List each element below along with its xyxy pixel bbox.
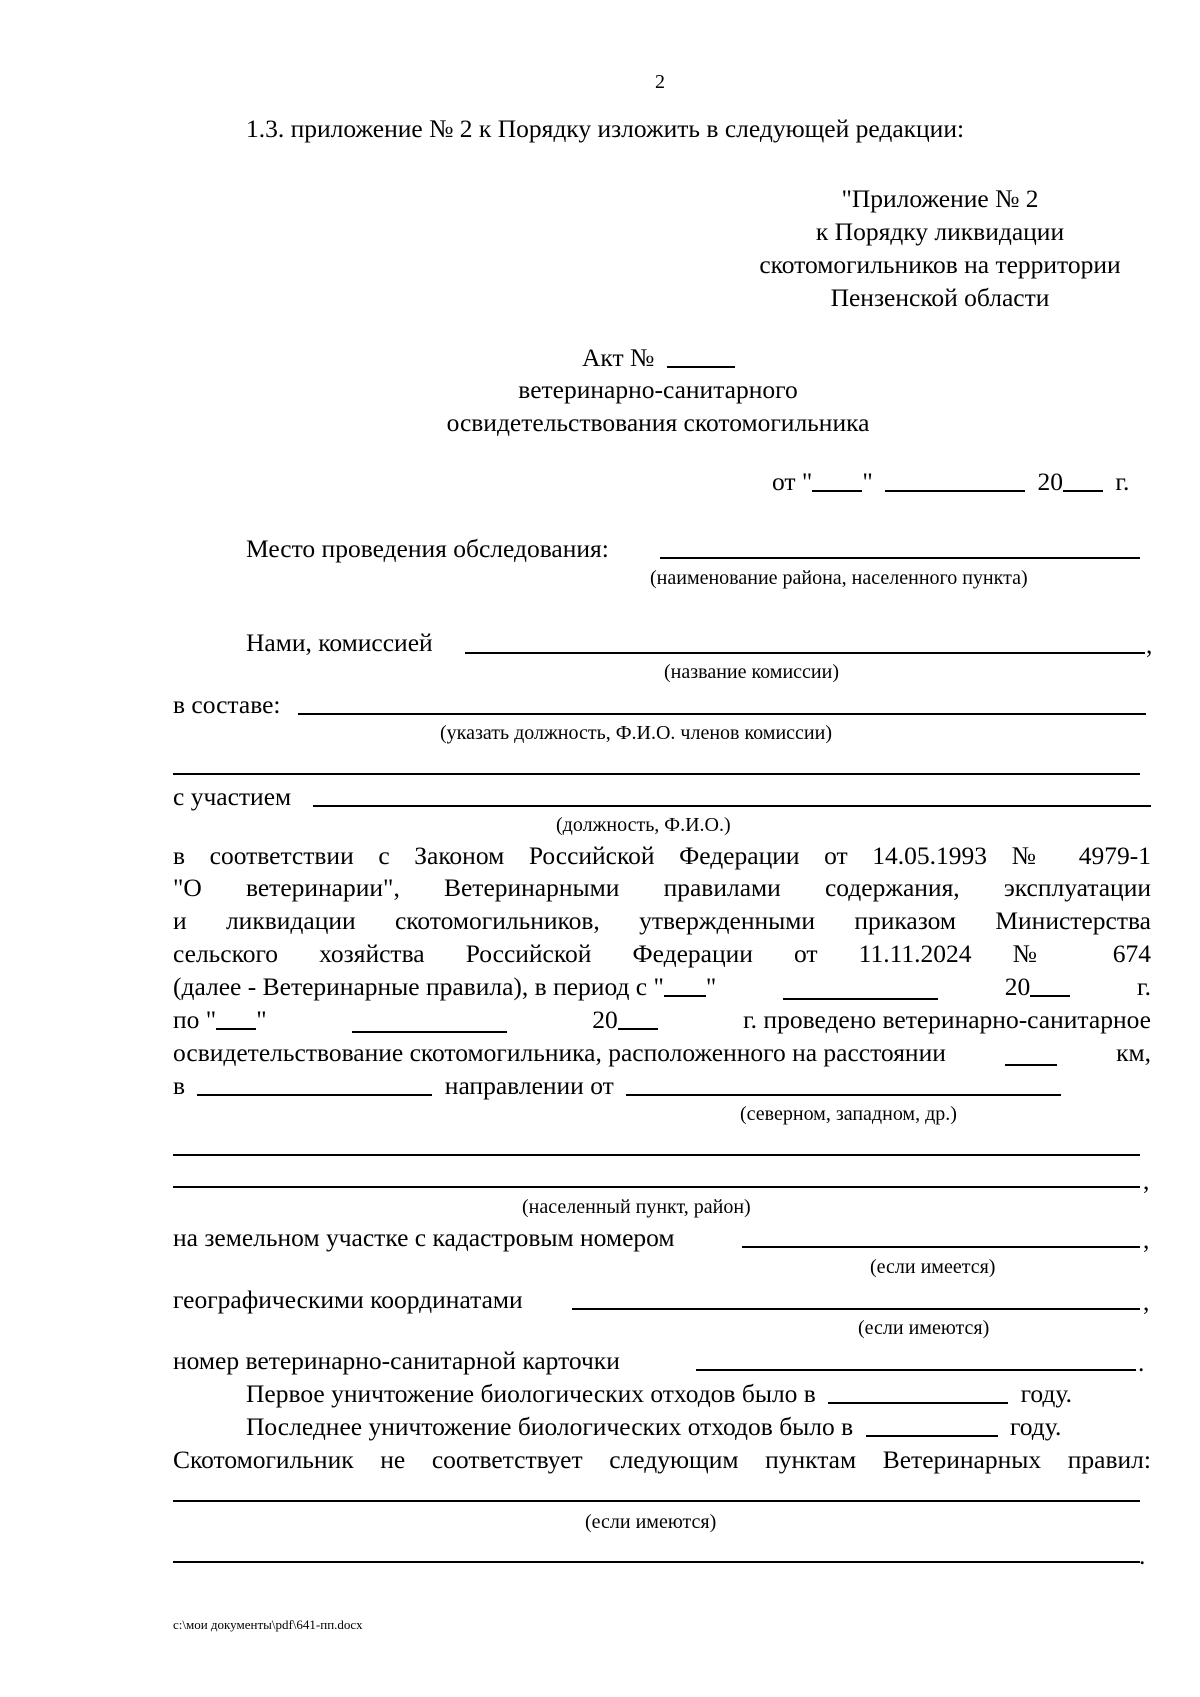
distance-blank	[1005, 1064, 1057, 1066]
noncompliance-label: Скотомогильник не соответствует следующим пунктам Ветеринарных правил:	[173, 1445, 1151, 1474]
period-from-year-prefix: 20	[1004, 972, 1031, 1001]
coords-label: географическими координатами	[173, 1285, 523, 1314]
settlement-comma: ,	[1143, 1166, 1150, 1195]
date-quote: "	[862, 467, 873, 496]
commission-hint: (название комиссии)	[664, 661, 839, 683]
act-number-blank	[667, 366, 735, 368]
period-from-year	[1005, 974, 1071, 1000]
date-year-suffix: г.	[1115, 467, 1130, 496]
commission-label: Нами, комиссией	[246, 628, 433, 657]
period-to-text	[173, 1007, 267, 1033]
first-destruction-suffix: году.	[1020, 1379, 1072, 1408]
date-from: от "	[772, 467, 813, 496]
act-subtitle: освидетельствования скотомогильника	[446, 408, 870, 437]
period-to-day-blank	[216, 1028, 256, 1030]
first-destruction-line	[246, 1381, 1072, 1407]
period-to-prefix: по "	[173, 1005, 217, 1034]
coords-comma: ,	[1143, 1287, 1150, 1316]
first-destruction-label: Первое уничтожение биологических отходов было в	[246, 1379, 816, 1408]
period-from-month-blank	[783, 998, 938, 1000]
direction-blank	[197, 1094, 432, 1096]
coords-blank	[572, 1308, 1140, 1310]
place-label: Место проведения обследования:	[246, 534, 609, 563]
body-line-period-start	[173, 974, 1151, 1000]
appendix-header	[700, 182, 1180, 314]
cadastral-hint: (если имеется)	[870, 1256, 996, 1278]
direction-from: направлении от	[444, 1071, 614, 1100]
place-hint: (наименование района, населенного пункта)	[650, 567, 1028, 589]
period-to-suffix: г. проведено ветеринарно-санитарное	[743, 1005, 1151, 1034]
body-line: в соответствии с Законом Российской Федерации от 14.05.1993 № 4979-1	[173, 841, 1151, 870]
commission-blank	[465, 652, 1145, 654]
date-year-blank	[1063, 490, 1103, 492]
noncompliance-blank-1	[173, 1500, 1140, 1502]
settlement-hint: (населенный пункт, район)	[522, 1196, 751, 1218]
card-label: номер ветеринарно-санитарной карточки	[173, 1346, 620, 1375]
period-to-year-blank	[618, 1028, 658, 1030]
members-label: в составе:	[173, 690, 281, 719]
noncompliance-hint: (если имеются)	[585, 1511, 717, 1533]
appendix-line: к Порядку ликвидации	[815, 217, 1065, 246]
participation-blank	[313, 805, 1151, 807]
footer-file-path: c:\мои документы\pdf\641-пп.docx	[173, 1617, 363, 1632]
card-blank	[696, 1369, 1136, 1371]
body-line: сельского хозяйства Российской Федерации от 11.11.2024 № 674	[173, 939, 1151, 968]
page-number: 2	[655, 71, 665, 93]
last-destruction-suffix: году.	[1009, 1412, 1062, 1441]
direction-from-blank	[626, 1094, 1061, 1096]
appendix-line: "Приложение № 2	[841, 184, 1039, 213]
last-destruction-blank	[866, 1435, 998, 1437]
period-to-year	[592, 1007, 658, 1033]
last-destruction-line	[246, 1414, 1061, 1440]
settlement-blank-2	[173, 1186, 1140, 1188]
period-to-quote: "	[256, 1005, 267, 1034]
members-hint: (указать должность, Ф.И.О. членов комиссии)	[440, 722, 832, 744]
period-from-quote: "	[705, 972, 717, 1001]
appendix-line: Пензенской области	[830, 283, 1050, 312]
direction-hint: (северном, западном, др.)	[740, 1103, 957, 1125]
last-destruction-label: Последнее уничтожение биологических отходов было в	[246, 1412, 854, 1441]
cadastral-comma: ,	[1143, 1225, 1150, 1254]
period-from-prefix: (далее - Ветеринарные правила), в период с "	[173, 972, 664, 1001]
appendix-line: скотомогильников на территории	[759, 250, 1121, 279]
distance-text: освидетельствование скотомогильника, расположенного на расстоянии	[173, 1038, 946, 1067]
body-line-distance	[173, 1040, 1151, 1066]
direction-prefix: в	[173, 1071, 186, 1100]
period-to-year-prefix: 20	[592, 1005, 618, 1034]
date-month-blank	[885, 490, 1025, 492]
members-blank	[298, 713, 1146, 715]
noncompliance-blank-2	[173, 1561, 1140, 1563]
first-destruction-blank	[828, 1402, 1008, 1404]
card-period: .	[1138, 1348, 1145, 1377]
date-day-blank	[812, 490, 862, 492]
act-title-text: Акт №	[582, 343, 655, 372]
cadastral-label: на земельном участке с кадастровым номером	[173, 1223, 675, 1252]
act-subtitle: ветеринарно-санитарного	[518, 375, 798, 404]
participation-hint: (должность, Ф.И.О.)	[556, 814, 731, 836]
act-title	[582, 345, 735, 371]
intro-line: 1.3. приложение № 2 к Порядку изложить в следующей редакции:	[246, 114, 965, 143]
body-line: и ликвидации скотомогильников, утвержденными приказом Министерства	[173, 906, 1151, 935]
noncompliance-period: .	[1139, 1541, 1146, 1570]
commission-comma: ,	[1146, 630, 1153, 659]
period-to-month-blank	[352, 1031, 507, 1033]
coords-hint: (если имеются)	[858, 1317, 990, 1339]
period-from-year-blank	[1030, 995, 1070, 997]
date-year-prefix: 20	[1037, 467, 1064, 496]
members-blank-2	[173, 773, 1140, 775]
settlement-blank-1	[173, 1154, 1140, 1156]
distance-unit: км,	[1116, 1038, 1151, 1067]
cadastral-blank	[742, 1246, 1140, 1248]
period-from-text	[173, 974, 716, 1000]
place-blank	[660, 557, 1140, 559]
participation-label: с участием	[173, 782, 292, 811]
body-line: "О ветеринарии", Ветеринарными правилами содержания, эксплуатации	[173, 873, 1151, 902]
date-line	[772, 469, 1129, 495]
body-line-direction	[173, 1073, 1061, 1099]
body-line-period-end	[173, 1007, 1151, 1033]
period-from-suffix: г.	[1137, 972, 1151, 1001]
period-from-day-blank	[664, 995, 706, 997]
